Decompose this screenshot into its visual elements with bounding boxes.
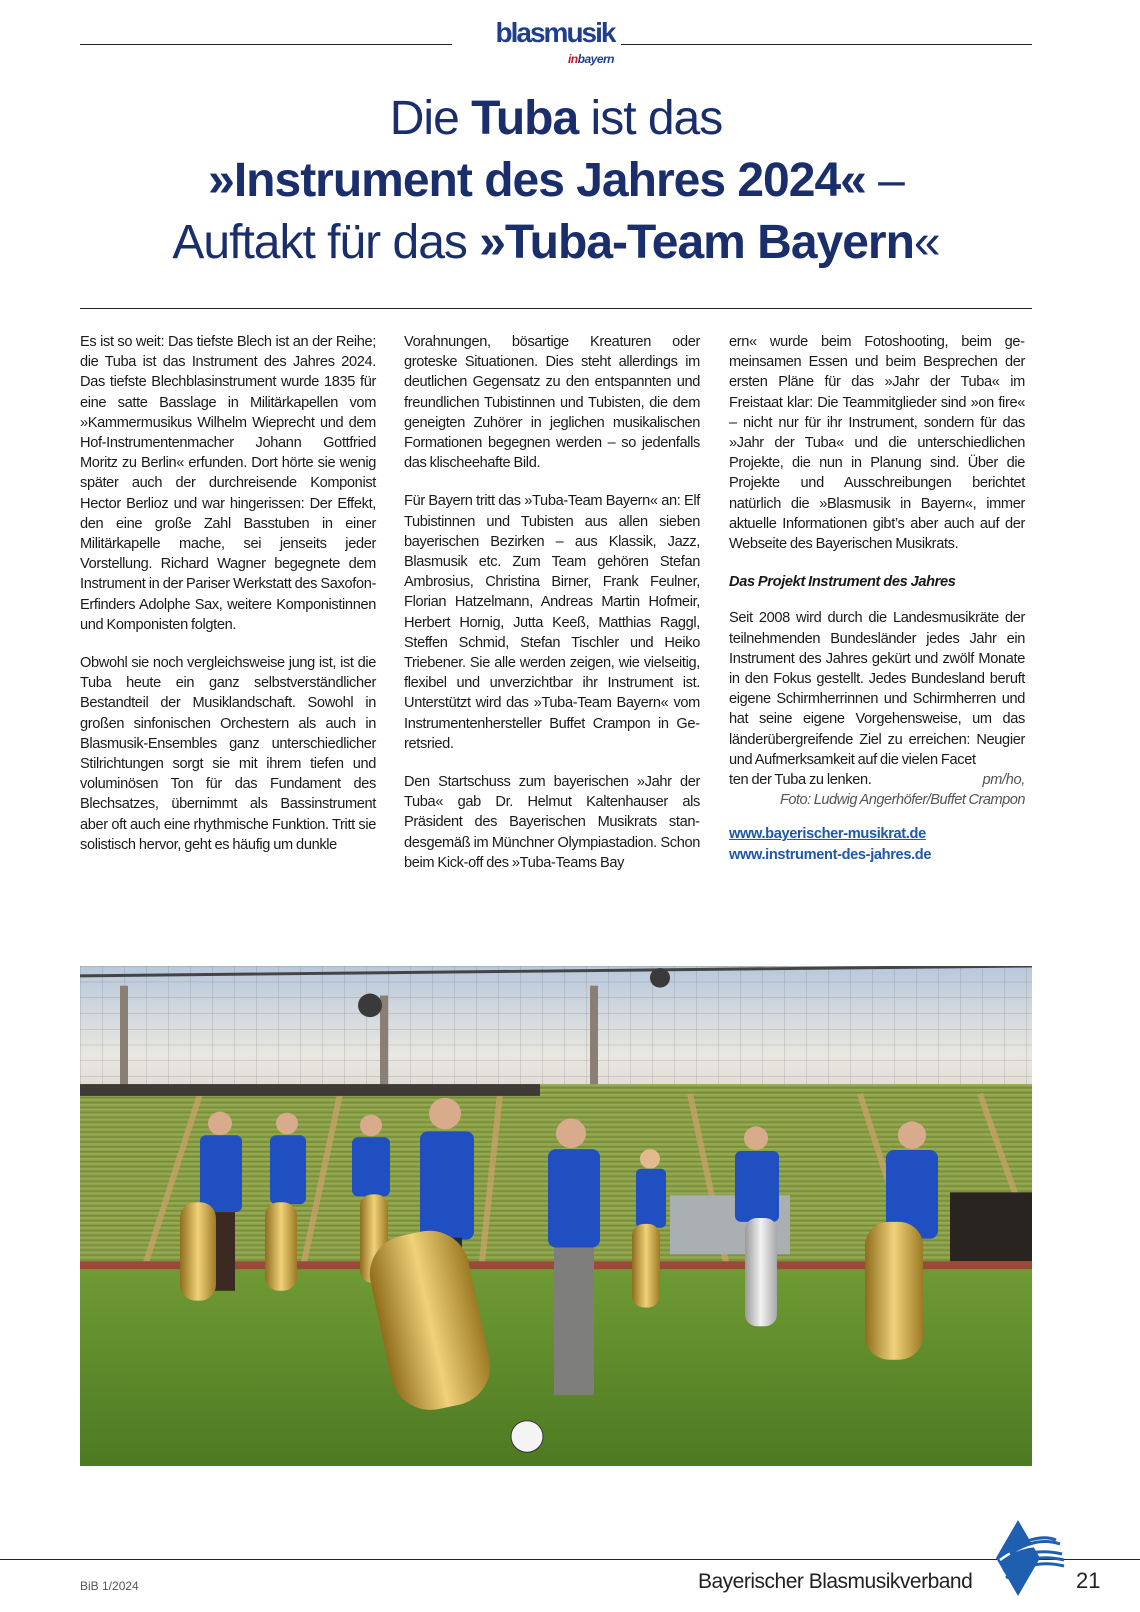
title-text-bold: Tuba [471,92,579,145]
link-bayerischer-musikrat[interactable]: www.bayerischer-musikrat.de [729,826,926,843]
section-subheading: Das Projekt Instrument des Jahres [729,574,956,591]
paragraph: Seit 2008 wird durch die Landesmusikräte der teilnehmenden Bundesländer jedes Jahr ein Instrument des Jahres gekürt und zwölf Monate in den Fokus gestellt. Jedes Bundesland beruft eigene Schirmherrinnen und Schirmherren und hat seine eigene Vorgehensweise, um das länderübergreifende Ziel zu erreichen: Neugier und Aufmerksamkeit auf die vielen Facet [729,610,1025,768]
title-text: ist das [578,92,723,145]
photo-credit: Foto: Ludwig Angerhöfer/Buffet Crampon [779,792,1025,809]
organization-name: Bayerischer Blasmusikverband [698,1570,973,1593]
title-line-2 [80,150,1032,212]
title-text-bold: »Tuba-Team Bayern [479,216,914,269]
title-text: Die [389,92,472,145]
title-rule [80,308,1032,309]
title-text: Auftakt für das [172,216,480,269]
paragraph: Obwohl sie noch vergleichsweise jung ist, ist die Tuba heute ein ganz selbstverständlicher Bestandteil der Musiklandschaft. Sowohl in großen sinfonischen Orchestern als auch in Blasmusik-Ensembles ganz unterschiedlicher Stilrichtungen sorgt sie mit ihrem tiefen und voluminösen Ton für das Fundament des Blechsatzes, übernimmt als Bassinstrument aber oft auch eine rhythmische Funktion. Tritt sie solistisch hervor, geht es häufig um dunkle [80,655,376,853]
team-photo [80,966,1032,1466]
team-photo-illustration [80,966,1032,1466]
article-title [80,88,1032,274]
title-text-bold: »Instrument des Jahres 2024« [208,154,866,207]
header-rule-right [621,44,1032,45]
paragraph: Vorahnungen, bösartige Kreaturen oder groteske Situationen. Dies steht allerdings im deutlichen Gegensatz zu den entspannten und freundlichen Tubistinnen und Tubisten, die dem geneigten Zuhörer in jeglichen musikalischen Formationen begegnen werden – so jedenfalls das klischeehafte Bild. [404,334,700,472]
article-column-2 [404,332,700,873]
logo-sub-red: in [567,52,578,66]
page-number: 21 [1076,1568,1101,1593]
article-column-3 [729,332,1025,865]
paragraph: Es ist so weit: Das tiefste Blech ist an der Reihe; die Tuba ist das Instrument des Jahres 2024. Das tiefste Blechblasinstrument wurde 1835 für eine satte Basslage in Militärkapellen vom »Kammermusikus Wilhelm Wieprecht und dem Hof-Instrumentenmacher Johann Gottfried Moritz zu Berlin« erfunden. Dort hörte sie wenig später auch der durchreisende Komponist Hector Berlioz und war hingerissen: Der Effekt, den eine große Zahl Basstuben in einer Militärkapelle mache, sei jenseits jeder Vorstellung. Richard Wagner begegnete dem Instrument in der Pariser Werkstatt des Saxofon-Erfinders Adolphe Sax, weitere Komponistinnen und Komponisten folgten. [80,334,376,633]
closing-line [729,770,1025,790]
author-credit: pm/ho, [982,772,1025,789]
issue-label: BiB 1/2024 [80,1579,139,1593]
link-instrument-des-jahres[interactable]: www.instrument-des-jahres.de [729,846,932,863]
blasmusik-in-bayern-logo [482,18,628,72]
paragraph: Den Startschuss zum bayerischen »Jahr der Tuba« gab Dr. Helmut Kaltenhauser als Präsident des Bayerischen Musikrats standesgemäß im Münchner Olympiastadion. Schon beim Kick-off des »Tuba-Teams Bay [404,774,700,871]
logo-subline [482,52,628,66]
article-column-1 [80,332,376,855]
title-line-3 [80,212,1032,274]
footer-rule [0,1559,1140,1560]
title-text: – [865,154,904,207]
logo-sub-blue: bayern [577,52,614,66]
title-text: « [913,216,940,269]
paragraph: ern« wurde beim Fotoshooting, beim gemeinsamen Essen und beim Besprechen der ersten Pläne für das »Jahr der Tuba« im Freistaat klar: Die Teammitglieder sind »on fire« – nicht nur für ihr Instrument, sondern für das »Jahr der Tuba« und die unterschiedlichen Projekte, die nun in Planung sind. Über die Projekte und Ausschreibungen berichtet natürlich die »Blasmusik in Bayern«, immer aktuelle Informationen gibt’s aber auch auf der Webseite des Bayerischen Musikrats. [729,334,1025,553]
logo-wordmark: blasmusik [495,17,615,48]
paragraph: Für Bayern tritt das »Tuba-Team Bayern« an: Elf Tubistinnen und Tubisten aus allen sieben bayerischen Bezirken – aus Klassik, Jazz, Blasmusik etc. Zum Team gehören Stefan Ambrosius, Christina Birner, Frank Feulner, Florian Hatzelmann, Andreas Martin Hofmeir, Herbert Hornig, Jutta Keeß, Matthias Raggl, Steffen Schmid, Stefan Tischler und Heiko Triebener. Sie alle werden zeigen, wie vielseitig, flexibel und unverzichtbar ihr Instrument ist. Unterstützt wird das »Tuba-Team Bayern« vom Instrumentenhersteller Buffet Crampon in Geretsried. [404,493,700,752]
closing-text: ten der Tuba zu lenken. [729,772,872,789]
bbmv-logo-icon [996,1520,1066,1596]
header-rule-left [80,44,452,45]
title-line-1 [80,88,1032,150]
